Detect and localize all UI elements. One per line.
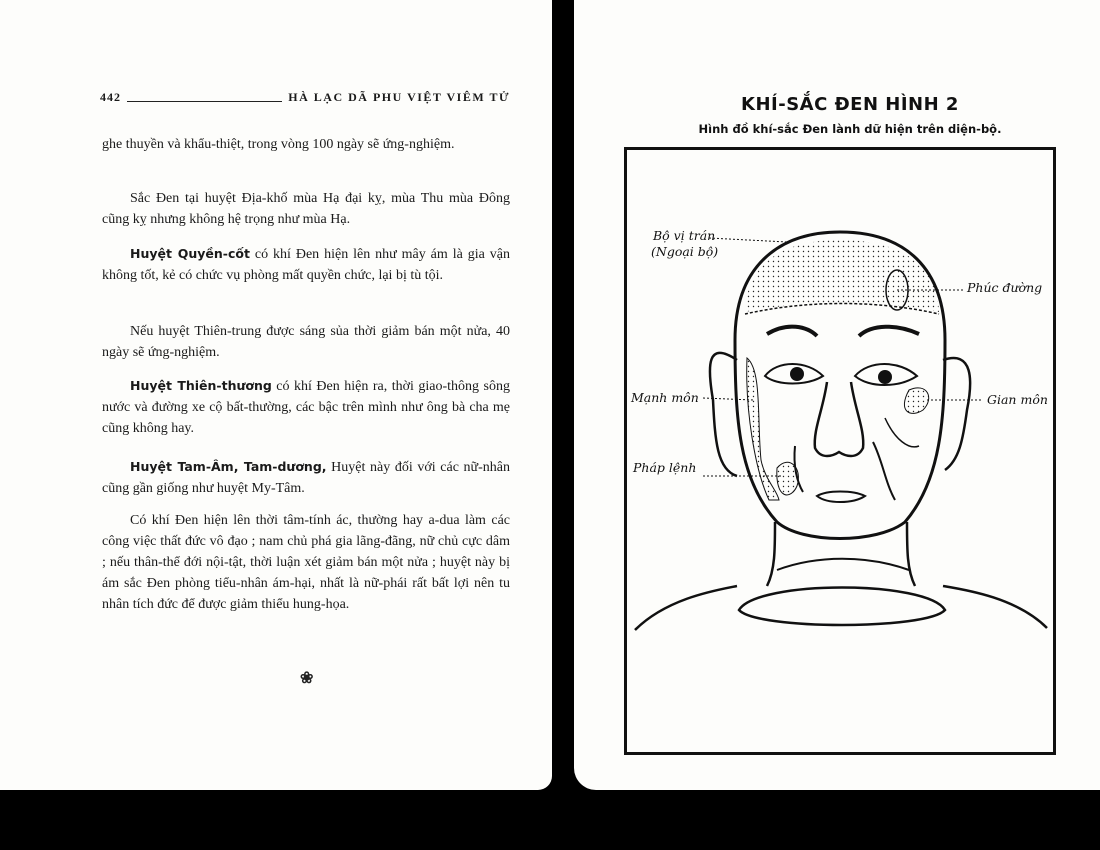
neck: [767, 522, 915, 586]
face-diagram-frame: [624, 147, 1056, 755]
label-phuc-duong: Phúc đường: [967, 280, 1043, 295]
right-eyebrow: [859, 327, 919, 336]
paragraph-text: có khí Đen hiện ra, thời giao-thông sông nước và đường xe cộ bất-thường, các bậc trên mình như ông bà cha mẹ cũng không hay.: [102, 379, 510, 436]
right-ear: [943, 358, 970, 470]
paragraph-text: Nếu huyệt Thiên-trung được sáng sủa thời giảm bán một nửa, 40 ngày sẽ ứng-nghiệm.: [102, 324, 510, 360]
paragraph-text: có khí Đen hiện lên như mây ám là gia vận không tốt, kẻ có chức vụ phòng mất quyền chức, lại bị tù tội.: [102, 247, 510, 283]
running-header: [100, 90, 510, 105]
label-ngoai-bo: (Ngoại bộ): [651, 244, 719, 259]
keyword: Huyệt Quyền-cốt: [130, 246, 250, 261]
paragraph-5: [102, 375, 510, 439]
left-pupil: [790, 367, 804, 381]
mouth: [817, 492, 865, 503]
left-ear: [710, 353, 737, 476]
pointer-mach-mon: [703, 398, 753, 400]
label-bo-vi-tran: Bộ vị trán: [653, 228, 716, 243]
label-gian-mon: Gian môn: [987, 392, 1048, 407]
neck-fold: [777, 559, 909, 570]
keyword: Huyệt Thiên-thương: [130, 378, 272, 393]
paragraph-text: Có khí Đen hiện lên thời tâm-tính ác, thường hay a-dua làm các công việc thất đức vô đạo ; nam chủ phá gia lãng-đãng, nữ chủ cực dâm ; nếu thân-thể đới nội-tật, thời luận xét giảm bán một nửa ; huyệt này bị ám sắc Đen phòng tiểu-nhân ám-hại, nhất là nữ-phái rất bất lợi nên tu nhân tích đức để được giảm thiểu hung-họa.: [102, 513, 510, 612]
paragraph-7: [102, 510, 510, 615]
left-eyebrow: [767, 327, 817, 336]
paragraph-1: [102, 134, 510, 155]
right-pupil: [878, 370, 892, 384]
page-number: 442: [100, 90, 121, 104]
paragraph-4: [102, 321, 510, 363]
paragraph-text: ghe thuyền và khẩu-thiệt, trong vòng 100 ngày sẽ ứng-nghiệm.: [102, 137, 455, 152]
nose: [815, 382, 864, 456]
face-diagram: [627, 150, 1053, 752]
shoulders: [635, 586, 1047, 630]
paragraph-text: Huyệt này đối với các nữ-nhân cũng gần giống như huyệt My-Tâm.: [102, 460, 510, 496]
running-title: HÀ LẠC DÃ PHU VIỆT VIÊM TỬ: [288, 90, 510, 104]
paragraph-6: [102, 456, 510, 499]
ornament-glyph: ❀: [300, 670, 314, 687]
paragraph-3: [102, 243, 510, 286]
pointer-bo-vi-tran: [709, 238, 787, 242]
keyword: Huyệt Tam-Âm, Tam-dương,: [130, 459, 327, 474]
right-cheek-zone: [904, 388, 928, 414]
right-cheek-line: [885, 418, 919, 447]
paragraph-text: Sắc Đen tại huyệt Địa-khố mùa Hạ đại kỵ, mùa Thu mùa Đông cũng kỵ nhưng không hệ trọng như mùa Hạ.: [102, 191, 510, 227]
label-mach-mon: Mạnh môn: [631, 390, 699, 405]
figure-title: KHÍ-SẮC ĐEN HÌNH 2: [741, 94, 959, 115]
label-phap-lenh: Pháp lệnh: [633, 460, 697, 475]
paragraph-2: [102, 188, 510, 230]
header-rule: [127, 101, 282, 102]
figure-subtitle: Hình đồ khí-sắc Đen lành dữ hiện trên diện-bộ.: [698, 122, 1002, 136]
collar: [739, 588, 945, 626]
right-nasolabial: [873, 442, 895, 500]
